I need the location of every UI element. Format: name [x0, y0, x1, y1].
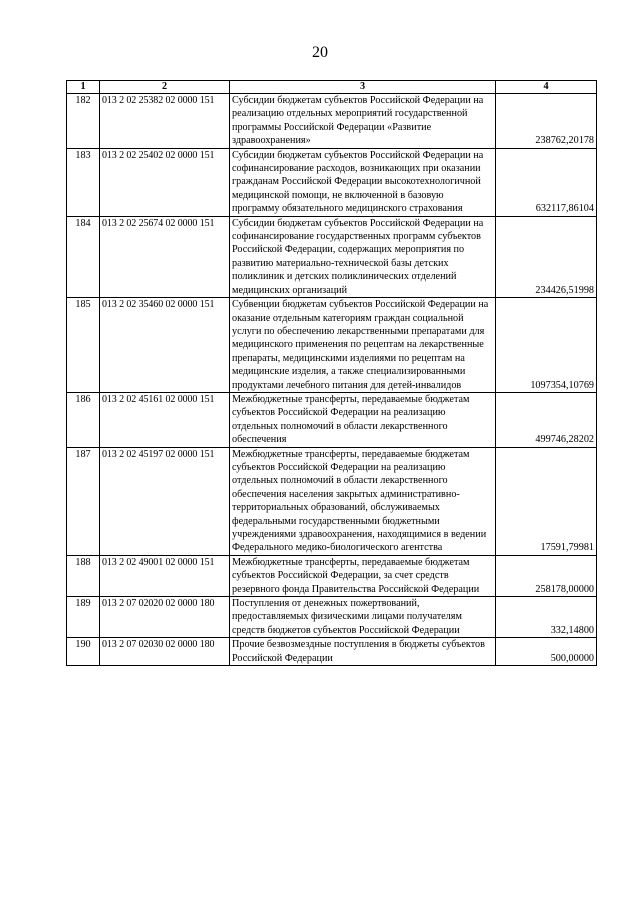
row-number: 184: [67, 216, 100, 297]
row-description: Субсидии бюджетам субъектов Российской Федерации на софинансирование государственных программ субъектов Российской Федерации, содержащих мероприятия по развитию материально-технической базы детских поликлиник и детских поликлинических отделений медицинских организаций: [230, 216, 496, 297]
row-amount: 499746,28202: [496, 392, 597, 447]
row-amount: 234426,51998: [496, 216, 597, 297]
row-amount: 632117,86104: [496, 148, 597, 216]
row-number: 182: [67, 94, 100, 149]
page-number: 20: [312, 44, 328, 61]
row-description: Прочие безвозмездные поступления в бюджеты субъектов Российской Федерации: [230, 638, 496, 666]
table-row: [67, 392, 597, 447]
row-amount: 332,14800: [496, 597, 597, 638]
column-header-1: 1: [67, 81, 100, 94]
budget-code: 013 2 02 25674 02 0000 151: [100, 216, 230, 297]
budget-code: 013 2 02 35460 02 0000 151: [100, 298, 230, 393]
row-number: 187: [67, 447, 100, 555]
budget-code: 013 2 07 02020 02 0000 180: [100, 597, 230, 638]
row-description: Межбюджетные трансферты, передаваемые бюджетам субъектов Российской Федерации на реализацию отдельных полномочий в области лекарственного обеспечения населения закрытых административно-территориальных образований, обслуживаемых федеральными государственными бюджетными учреждениями здравоохранения, находящимися в ведении Федерального медико-биологического агентства: [230, 447, 496, 555]
row-number: 189: [67, 597, 100, 638]
table-row: [67, 447, 597, 555]
row-description: Субсидии бюджетам субъектов Российской Федерации на софинансирование расходов, возникающих при оказании гражданам Российской Федерации высокотехнологичной медицинской помощи, не включенной в базовую программу обязательного медицинского страхования: [230, 148, 496, 216]
row-amount: 500,00000: [496, 638, 597, 666]
row-number: 185: [67, 298, 100, 393]
table-row: [67, 298, 597, 393]
table-row: [67, 216, 597, 297]
row-amount: 258178,00000: [496, 555, 597, 596]
budget-table: [66, 80, 597, 666]
column-header-3: 3: [230, 81, 496, 94]
column-header-4: 4: [496, 81, 597, 94]
table-row: [67, 555, 597, 596]
budget-code: 013 2 02 45161 02 0000 151: [100, 392, 230, 447]
row-description: Межбюджетные трансферты, передаваемые бюджетам субъектов Российской Федерации, за счет средств резервного фонда Правительства Российской Федерации: [230, 555, 496, 596]
row-amount: 238762,20178: [496, 94, 597, 149]
row-number: 190: [67, 638, 100, 666]
row-description: Субвенции бюджетам субъектов Российской Федерации на оказание отдельным категориям граждан социальной услуги по обеспечению лекарственными препаратами для медицинского применения по рецептам на лекарственные препараты, медицинскими изделиями по рецептам на медицинские изделия, а также специализированными продуктами лечебного питания для детей-инвалидов: [230, 298, 496, 393]
row-number: 186: [67, 392, 100, 447]
row-number: 188: [67, 555, 100, 596]
budget-code: 013 2 02 45197 02 0000 151: [100, 447, 230, 555]
row-description: Поступления от денежных пожертвований, предоставляемых физическими лицами получателям средств бюджетов субъектов Российской Федерации: [230, 597, 496, 638]
table-row: [67, 597, 597, 638]
table-row: [67, 94, 597, 149]
row-amount: 1097354,10769: [496, 298, 597, 393]
budget-code: 013 2 02 49001 02 0000 151: [100, 555, 230, 596]
row-description: Субсидии бюджетам субъектов Российской Федерации на реализацию отдельных мероприятий государственной программы Российской Федерации «Развитие здравоохранения»: [230, 94, 496, 149]
budget-code: 013 2 02 25382 02 0000 151: [100, 94, 230, 149]
budget-code: 013 2 02 25402 02 0000 151: [100, 148, 230, 216]
table-row: [67, 148, 597, 216]
row-description: Межбюджетные трансферты, передаваемые бюджетам субъектов Российской Федерации на реализацию отдельных полномочий в области лекарственного обеспечения: [230, 392, 496, 447]
table-row: [67, 638, 597, 666]
column-header-2: 2: [100, 81, 230, 94]
row-number: 183: [67, 148, 100, 216]
row-amount: 17591,79981: [496, 447, 597, 555]
table-header-row: [67, 81, 597, 94]
budget-code: 013 2 07 02030 02 0000 180: [100, 638, 230, 666]
